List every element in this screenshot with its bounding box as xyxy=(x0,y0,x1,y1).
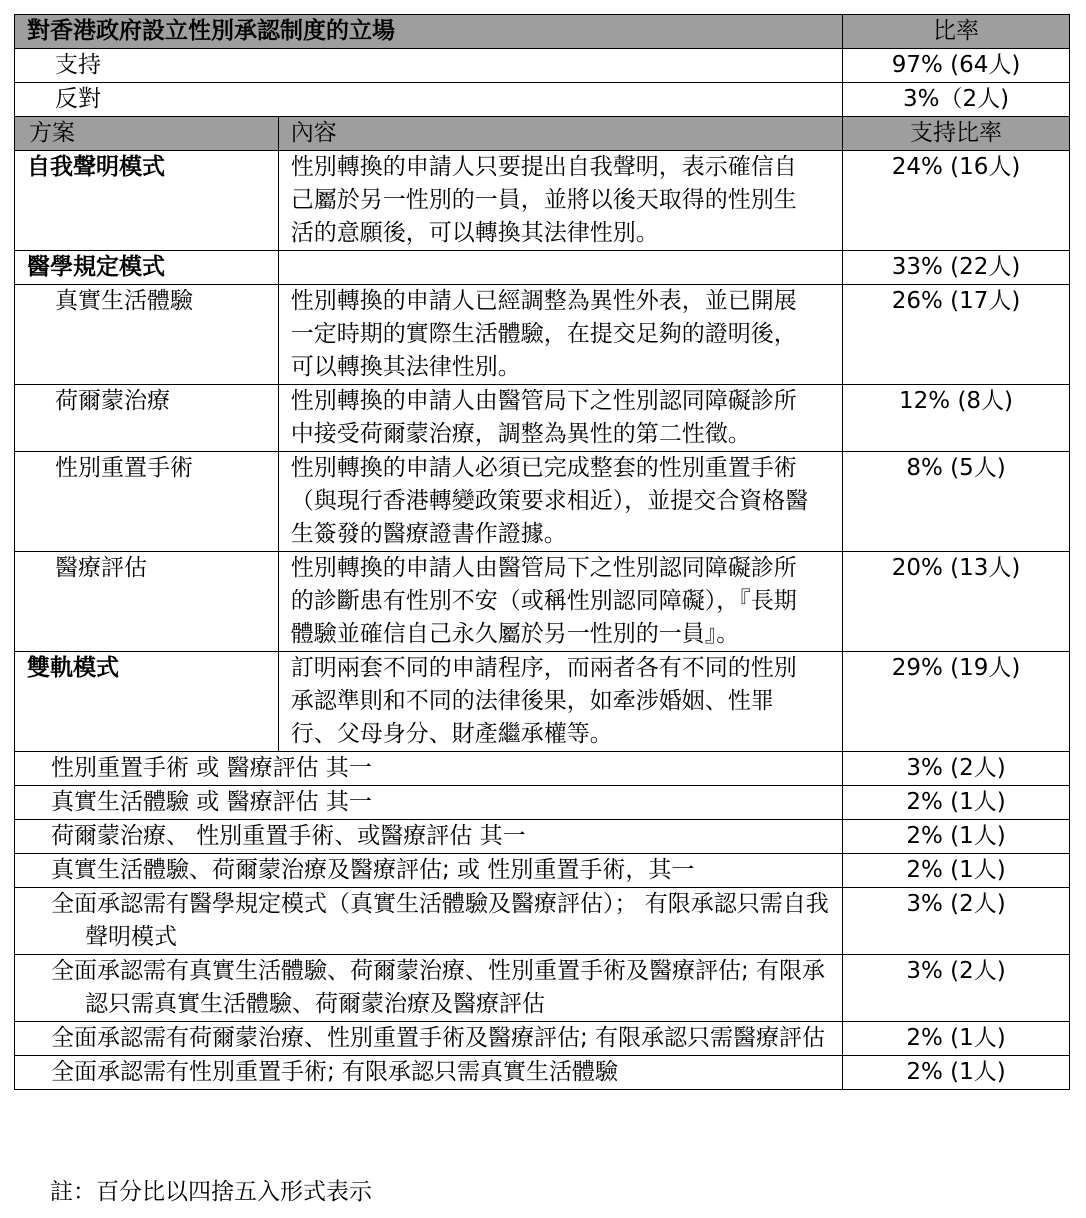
plan-subrow xyxy=(15,552,1070,652)
subplan-content: 性別轉換的申請人已經調整為異性外表，並已開展一定時期的實際生活體驗，在提交足夠的證明後，可以轉換其法律性別。 xyxy=(278,285,842,385)
combo-row xyxy=(15,1022,1070,1056)
subplan-value: 26% (17人) xyxy=(843,285,1070,385)
combo-value: 2% (1人) xyxy=(843,854,1070,888)
combo-value: 3% (2人) xyxy=(843,752,1070,786)
stance-value: 3%（2人) xyxy=(843,83,1070,117)
survey-table xyxy=(14,14,1070,1090)
combo-value: 2% (1人) xyxy=(843,1056,1070,1090)
subplan-name: 真實生活體驗 xyxy=(15,285,279,385)
combo-row xyxy=(15,1056,1070,1090)
combo-row xyxy=(15,854,1070,888)
plan-content: 訂明兩套不同的申請程序，而兩者各有不同的性別承認準則和不同的法律後果，如牽涉婚姻、性罪行、父母身分、財產繼承權等。 xyxy=(278,652,842,752)
plan-value: 24% (16人) xyxy=(843,151,1070,251)
subplan-content: 性別轉換的申請人由醫管局下之性別認同障礙診所中接受荷爾蒙治療，調整為異性的第二性徵。 xyxy=(278,385,842,452)
combo-label: 全面承認需有真實生活體驗、荷爾蒙治療、性別重置手術及醫療評估; 有限承認只需真實生活體驗、荷爾蒙治療及醫療評估 xyxy=(15,955,843,1022)
combo-label: 全面承認需有性別重置手術; 有限承認只需真實生活體驗 xyxy=(15,1056,843,1090)
combo-label: 真實生活體驗、荷爾蒙治療及醫療評估; 或 性別重置手術，其一 xyxy=(15,854,843,888)
stance-row-oppose xyxy=(15,83,1070,117)
combo-value: 2% (1人) xyxy=(843,820,1070,854)
combo-value: 3% (2人) xyxy=(843,888,1070,955)
combo-row xyxy=(15,888,1070,955)
combo-row xyxy=(15,786,1070,820)
subplan-content: 性別轉換的申請人由醫管局下之性別認同障礙診所的診斷患有性別不安（或稱性別認同障礙），『長期體驗並確信自己永久屬於另一性別的一員』。 xyxy=(278,552,842,652)
plan-subrow xyxy=(15,285,1070,385)
stance-row-support xyxy=(15,49,1070,83)
plan-name: 自我聲明模式 xyxy=(15,151,279,251)
combo-value: 2% (1人) xyxy=(843,786,1070,820)
plans-header-row xyxy=(15,117,1070,151)
plan-value: 29% (19人) xyxy=(843,652,1070,752)
support-header: 支持比率 xyxy=(843,117,1070,151)
combo-value: 2% (1人) xyxy=(843,1022,1070,1056)
subplan-value: 8% (5人) xyxy=(843,452,1070,552)
plan-header: 方案 xyxy=(15,117,279,151)
plan-value: 33% (22人) xyxy=(843,251,1070,285)
subplan-content: 性別轉換的申請人必須已完成整套的性別重置手術（與現行香港轉變政策要求相近），並提交合資格醫生簽發的醫療證書作證據。 xyxy=(278,452,842,552)
footnote: 註：百分比以四捨五入形式表示 xyxy=(50,1179,372,1205)
plan-subrow xyxy=(15,385,1070,452)
stance-label: 反對 xyxy=(15,83,843,117)
subplan-name: 醫療評估 xyxy=(15,552,279,652)
stance-header-row xyxy=(15,15,1070,49)
combo-row xyxy=(15,820,1070,854)
plan-row-medical xyxy=(15,251,1070,285)
subplan-value: 12% (8人) xyxy=(843,385,1070,452)
plan-content: 性別轉換的申請人只要提出自我聲明，表示確信自己屬於另一性別的一員，並將以後天取得的性別生活的意願後，可以轉換其法律性別。 xyxy=(278,151,842,251)
combo-row xyxy=(15,752,1070,786)
subplan-name: 性別重置手術 xyxy=(15,452,279,552)
combo-row xyxy=(15,955,1070,1022)
combo-label: 荷爾蒙治療、 性別重置手術、或醫療評估 其一 xyxy=(15,820,843,854)
combo-label: 全面承認需有荷爾蒙治療、性別重置手術及醫療評估; 有限承認只需醫療評估 xyxy=(15,1022,843,1056)
plan-name: 雙軌模式 xyxy=(15,652,279,752)
combo-label: 性別重置手術 或 醫療評估 其一 xyxy=(15,752,843,786)
plan-row-dual-track xyxy=(15,652,1070,752)
rate-header: 比率 xyxy=(843,15,1070,49)
plan-subrow xyxy=(15,452,1070,552)
stance-value: 97% (64人) xyxy=(843,49,1070,83)
stance-label: 支持 xyxy=(15,49,843,83)
survey-table-wrapper xyxy=(14,14,1070,1090)
plan-row-self-declaration xyxy=(15,151,1070,251)
combo-label: 真實生活體驗 或 醫療評估 其一 xyxy=(15,786,843,820)
stance-title: 對香港政府設立性別承認制度的立場 xyxy=(15,15,843,49)
subplan-name: 荷爾蒙治療 xyxy=(15,385,279,452)
plan-content-empty xyxy=(278,251,842,285)
plan-name: 醫學規定模式 xyxy=(15,251,279,285)
content-header: 內容 xyxy=(278,117,842,151)
combo-value: 3% (2人) xyxy=(843,955,1070,1022)
subplan-value: 20% (13人) xyxy=(843,552,1070,652)
combo-label: 全面承認需有醫學規定模式（真實生活體驗及醫療評估）； 有限承認只需自我聲明模式 xyxy=(15,888,843,955)
